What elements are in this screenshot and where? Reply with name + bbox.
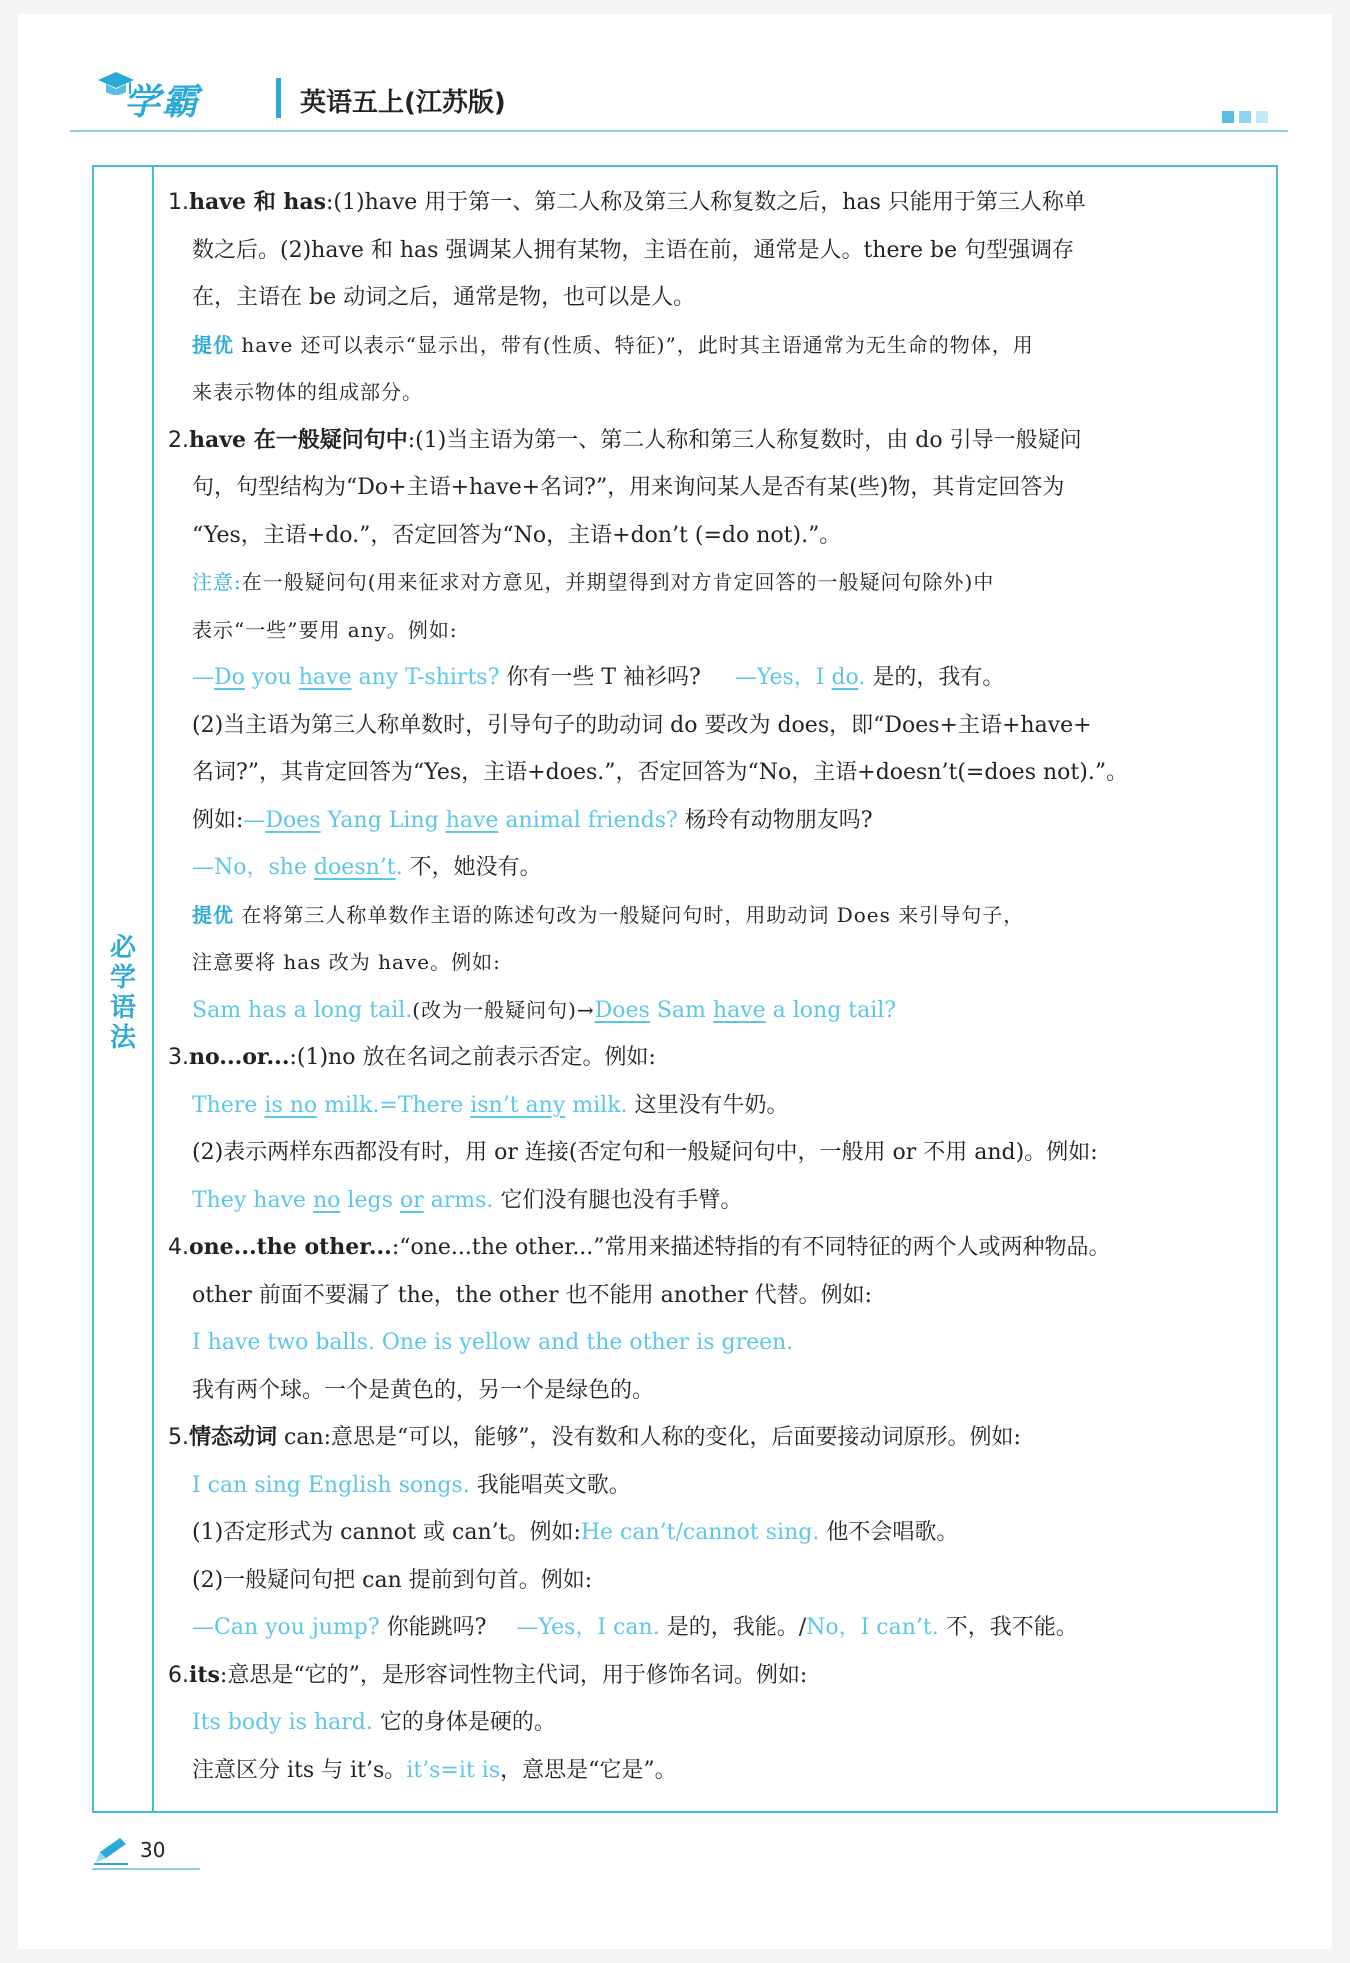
note-1-line-2: 表示“一些”要用 any。例如: bbox=[192, 617, 458, 642]
section-6-line-1: 6.its:意思是“它的”，是形容词性物主代词，用于修饰名词。例如: bbox=[168, 1661, 808, 1688]
tip-label: 提优 bbox=[192, 332, 234, 357]
header-divider bbox=[70, 130, 1288, 132]
note-label: 注意: bbox=[192, 570, 242, 594]
section-2-line-2: 句，句型结构为“Do+主语+have+名词?”，用来询问某人是否有某(些)物，其肯定回答为 bbox=[192, 475, 1065, 500]
section-2-part-2-line-1: (2)当主语为第三人称单数时，引导句子的助动词 do 要改为 does，即“Does+主语+have+ bbox=[192, 712, 1092, 738]
footer-divider bbox=[92, 1868, 200, 1870]
section-1-line-1: 1.have 和 has:(1)have 用于第一、第二人称及第三人称复数之后，has 只能用于第三人称单 bbox=[168, 189, 1086, 215]
tip-1-line-2: 来表示物体的组成部分。 bbox=[192, 380, 423, 404]
section-5-line-1: 5.情态动词 can:意思是“可以，能够”，没有数和人称的变化，后面要接动词原形。例如: bbox=[168, 1424, 1021, 1450]
tip-1: 提优 have 还可以表示“显示出，带有(性质、特征)”，此时其主语通常为无生命的物体，用 bbox=[192, 332, 1034, 357]
section-2-part-2-line-2: 名词?”，其肯定回答为“Yes，主语+does.”，否定回答为“No，主语+doesn’t(=does not).”。 bbox=[192, 760, 1129, 785]
tip-label: 提优 bbox=[192, 902, 234, 927]
book-title: 英语五上(江苏版) bbox=[300, 88, 506, 118]
example-does-yang-ling: 例如:—Does Yang Ling have animal friends? 杨玲有动物朋友吗? bbox=[192, 807, 873, 833]
grammar-box bbox=[92, 165, 1278, 1813]
section-4-line-1: 4.one...the other...:“one...the other...”常用来描述特指的有不同特征的两个人或两种物品。 bbox=[168, 1234, 1111, 1260]
example-they-have-no-legs: They have no legs or arms. 它们没有腿也没有手臂。 bbox=[192, 1187, 743, 1213]
note-1: 注意:在一般疑问句(用来征求对方意见，并期望得到对方肯定回答的一般疑问句除外)中 bbox=[192, 570, 995, 594]
example-there-is-no-milk: There is no milk.=There isn’t any milk. 这里没有牛奶。 bbox=[192, 1092, 789, 1118]
section-3-term: no...or... bbox=[189, 1044, 290, 1070]
section-5-part-1: (1)否定形式为 cannot 或 can’t。例如:He can’t/cannot sing. 他不会唱歌。 bbox=[192, 1520, 959, 1545]
section-6-term: its bbox=[189, 1661, 220, 1688]
tip-2: 提优 在将第三人称单数作主语的陈述句改为一般疑问句时，用助动词 Does 来引导句子， bbox=[192, 902, 1025, 927]
page-footer bbox=[92, 1832, 202, 1872]
section-6-note: 注意区分 its 与 it’s。it’s=it is，意思是“它是”。 bbox=[192, 1757, 677, 1783]
logo-divider bbox=[276, 78, 281, 118]
logo-text: 学霸 bbox=[124, 82, 201, 123]
section-3-line-1: 3.no...or...:(1)no 放在名词之前表示否定。例如: bbox=[168, 1044, 656, 1070]
section-2-line-1: 2.have 在一般疑问句中:(1)当主语为第一、第二人称和第三人称复数时，由 do 引导一般疑问 bbox=[168, 426, 1082, 453]
section-5-part-2: (2)一般疑问句把 can 提前到句首。例如: bbox=[192, 1567, 593, 1593]
brand-logo bbox=[96, 70, 276, 126]
section-2-line-3: “Yes，主语+do.”，否定回答为“No，主语+don’t (=do not).”。 bbox=[192, 522, 842, 548]
section-1-line-2: 数之后。(2)have 和 has 强调某人拥有某物，主语在前，通常是人。there be 句型强调存 bbox=[192, 237, 1075, 263]
section-1-term: have 和 has bbox=[189, 189, 326, 215]
example-its-body: Its body is hard. 它的身体是硬的。 bbox=[192, 1710, 556, 1735]
section-2-term: have 在一般疑问句中 bbox=[189, 426, 408, 453]
grammar-content bbox=[168, 179, 1264, 1794]
section-4-line-2: other 前面不要漏了 the，the other 也不能用 another 代替。例如: bbox=[192, 1282, 873, 1308]
section-4-term: one...the other... bbox=[189, 1234, 392, 1260]
example-can-you-jump: —Can you jump? 你能跳吗? —Yes，I can. 是的，我能。/No，I can’t. 不，我不能。 bbox=[192, 1615, 1078, 1640]
example-no-she-doesnt: —No，she doesn’t. 不，她没有。 bbox=[192, 855, 542, 880]
sidebar bbox=[94, 167, 154, 1811]
tip-2-line-2: 注意要将 has 改为 have。例如: bbox=[192, 950, 501, 974]
header-decoration bbox=[1217, 108, 1268, 127]
example-sam-has-a-long-tail: Sam has a long tail.(改为一般疑问句)→Does Sam have a long tail? bbox=[192, 997, 897, 1023]
example-two-balls: I have two balls. One is yellow and the other is green. bbox=[192, 1330, 794, 1355]
page-number: 30 bbox=[140, 1838, 166, 1862]
example-do-you-have: —Do you have any T-shirts? 你有一些 T 袖衫吗? —Yes，I do. 是的，我有。 bbox=[192, 665, 1005, 690]
section-1-line-3: 在，主语在 be 动词之后，通常是物，也可以是人。 bbox=[192, 285, 696, 310]
example-two-balls-translation: 我有两个球。一个是黄色的，另一个是绿色的。 bbox=[192, 1377, 655, 1403]
section-3-part-2: (2)表示两样东西都没有时，用 or 连接(否定句和一般疑问句中，一般用 or 不用 and)。例如: bbox=[192, 1140, 1098, 1165]
pencil-icon bbox=[92, 1836, 130, 1866]
sidebar-label: 必学语法 bbox=[109, 933, 136, 1053]
example-i-can-sing: I can sing English songs. 我能唱英文歌。 bbox=[192, 1472, 631, 1498]
page-header bbox=[70, 68, 1288, 130]
section-5-term: 情态动词 bbox=[189, 1424, 278, 1450]
